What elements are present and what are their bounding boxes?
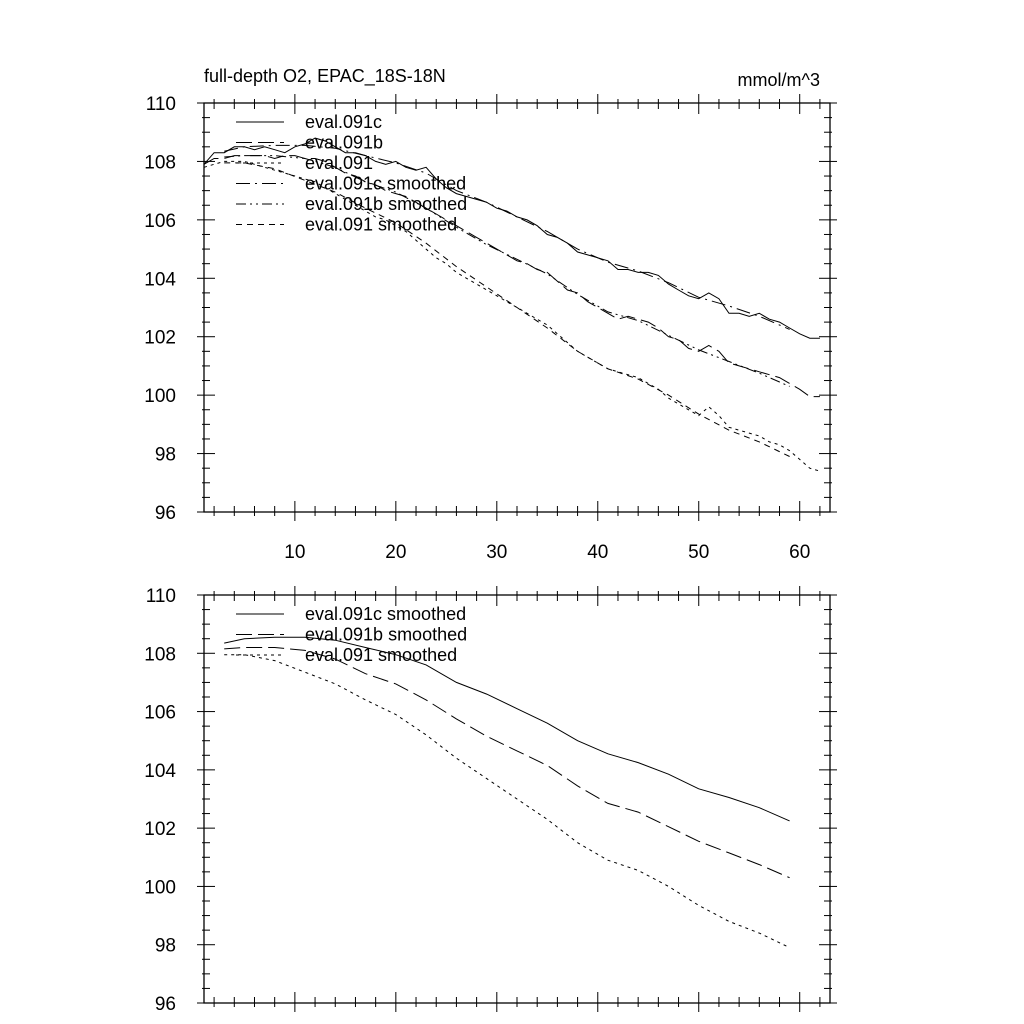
x-tick-label: 60 — [789, 542, 811, 563]
x-tick-label: 50 — [688, 542, 710, 563]
y-tick-label: 102 — [144, 819, 176, 841]
y-tick-label: 102 — [144, 327, 176, 349]
x-tick-label: 40 — [587, 542, 609, 563]
y-tick-label: 110 — [145, 94, 176, 115]
y-tick-label: 100 — [144, 877, 176, 899]
y-tick-label: 98 — [154, 935, 176, 957]
y-tick-label: 96 — [154, 503, 176, 524]
legend-entry: eval.091c smoothed — [305, 173, 467, 194]
y-tick-label: 104 — [144, 760, 176, 782]
legend-entry: eval.091 — [305, 153, 374, 173]
chart-title: full-depth O2, EPAC_18S-18N — [204, 66, 446, 86]
y-tick-label: 98 — [154, 444, 176, 466]
top-panel — [144, 94, 837, 563]
y-tick-label: 108 — [144, 644, 176, 666]
legend-entry: eval.091b — [305, 132, 384, 153]
legend-entry: eval.091c — [305, 112, 383, 132]
series-line-3 — [204, 161, 820, 471]
x-tick-label: 10 — [284, 542, 306, 563]
legend-entry: eval.091b smoothed — [305, 624, 468, 645]
y-tick-label: 106 — [144, 210, 176, 232]
y-tick-label: 110 — [145, 586, 176, 607]
y-tick-label: 104 — [144, 269, 176, 291]
legend-entry: eval.091 smoothed — [305, 214, 458, 235]
y-tick-label: 96 — [154, 994, 176, 1015]
series-line-2 — [224, 648, 789, 878]
series-line-1 — [204, 138, 820, 338]
units-label: mmol/m^3 — [737, 70, 820, 90]
x-tick-label: 20 — [385, 542, 407, 563]
legend-entry: eval.091 smoothed — [305, 645, 458, 665]
x-tick-label: 30 — [486, 542, 508, 563]
bottom-panel — [144, 586, 837, 1015]
y-tick-label: 106 — [144, 702, 176, 724]
legend-entry: eval.091b smoothed — [305, 194, 468, 214]
y-tick-label: 108 — [144, 152, 176, 174]
y-tick-label: 100 — [144, 386, 176, 408]
legend-entry: eval.091c smoothed — [305, 604, 467, 624]
series-line-3 — [224, 655, 789, 948]
